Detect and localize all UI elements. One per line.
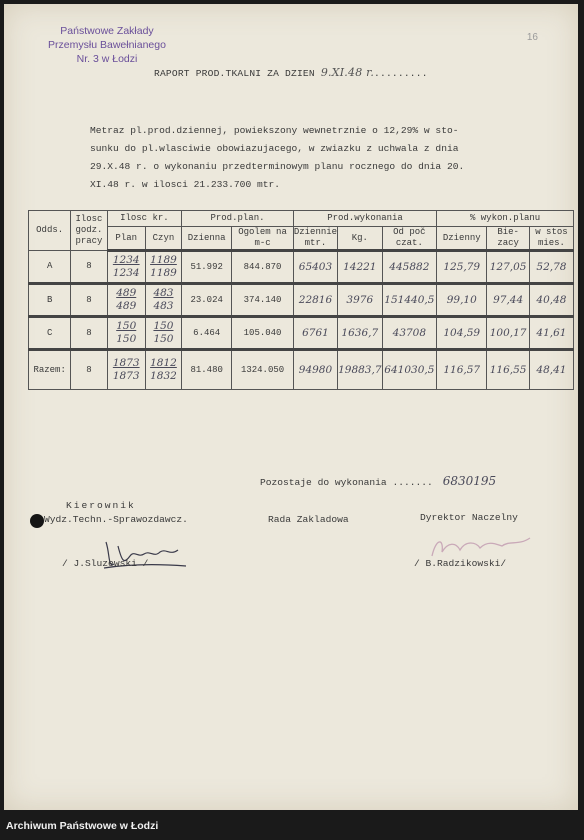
cell-monthly-pct: 48,41	[529, 350, 573, 390]
report-date: 9.XI.48 r.	[320, 66, 375, 79]
cell-odds: Razem:	[29, 350, 71, 390]
cell-daily-pct: 116,57	[437, 350, 487, 390]
sig-kierownik-title: Kierownik	[66, 500, 136, 511]
cell-plan	[107, 251, 145, 284]
cell-czyn-bottom: 1832	[150, 370, 177, 382]
header-czyn: Czyn	[145, 227, 181, 251]
cell-plan-top: 489	[116, 287, 137, 299]
table-row	[29, 317, 574, 350]
cell-kg: 1636,7	[338, 317, 382, 350]
cell-month-plan: 105.040	[232, 317, 294, 350]
cell-czyn-bottom: 483	[153, 300, 174, 312]
paragraph-line: Metraz pl.prod.dziennej, powiekszony wewnetrznie o 12,29% w sto-	[90, 125, 459, 136]
header-prod-exec: Prod.wykonania	[293, 211, 436, 227]
cell-daily-pct: 104,59	[437, 317, 487, 350]
table-row	[29, 284, 574, 317]
header-mtr	[293, 227, 337, 251]
header-mtr-unit: mtr.	[304, 238, 327, 248]
cell-plan	[107, 317, 145, 350]
cell-kg: 19883,7	[338, 350, 382, 390]
cell-hours: 8	[71, 284, 107, 317]
sig-kierownik-name: / J.Sluzewski /	[62, 558, 149, 569]
intro-paragraph	[90, 122, 570, 194]
sig-dyrektor-title: Dyrektor Naczelny	[420, 512, 518, 523]
cell-czyn	[145, 284, 181, 317]
cell-kg: 14221	[338, 251, 382, 284]
stamp-line-3: Nr. 3 w Łodzi	[76, 53, 138, 65]
cell-plan-top: 1234	[112, 254, 140, 266]
remaining-label: Pozostaje do wykonania	[260, 477, 387, 488]
cell-plan-bottom: 1234	[112, 267, 140, 279]
cell-plan-bottom: 1873	[112, 370, 140, 382]
archive-footer: Archiwum Państwowe w Łodzi	[0, 812, 584, 840]
remaining-line	[260, 474, 496, 488]
cell-from-start: 151440,5	[382, 284, 437, 317]
report-title-text: RAPORT PROD.TKALNI ZA DZIEN	[154, 68, 315, 79]
cell-monthly-pct: 52,78	[529, 251, 573, 284]
header-daily-pct: Dzienny	[437, 227, 487, 251]
institution-stamp	[32, 24, 182, 66]
cell-mtr: 65403	[293, 251, 337, 284]
header-from-start: Od poč czat.	[382, 227, 437, 251]
remaining-value: 6830195	[442, 474, 497, 488]
document-page	[4, 4, 578, 810]
cell-daily-plan: 51.992	[182, 251, 232, 284]
header-prod-plan: Prod.plan.	[182, 211, 294, 227]
cell-mtr: 22816	[293, 284, 337, 317]
cell-from-start: 445882	[382, 251, 437, 284]
cell-hours: 8	[71, 350, 107, 390]
header-monthly-pct: w stos mies.	[529, 227, 573, 251]
header-total-month: Ogolem na m-c	[232, 227, 294, 251]
cell-month-plan: 844.870	[232, 251, 294, 284]
cell-plan-bottom: 150	[116, 333, 137, 345]
cell-hours: 8	[71, 251, 107, 284]
punch-hole	[30, 514, 44, 528]
cell-current-pct: 100,17	[487, 317, 530, 350]
cell-czyn	[145, 350, 181, 390]
header-current-pct: Bie- zacy	[487, 227, 530, 251]
sig-kierownik-dept: Wydz.Techn.-Sprawozdawcz.	[44, 514, 188, 525]
header-odds: Odds.	[29, 211, 71, 251]
cell-plan-bottom: 489	[116, 300, 137, 312]
cell-monthly-pct: 41,61	[529, 317, 573, 350]
header-daily: Dzienna	[182, 227, 232, 251]
header-plan: Plan	[107, 227, 145, 251]
cell-daily-pct: 99,10	[437, 284, 487, 317]
cell-monthly-pct: 40,48	[529, 284, 573, 317]
cell-daily-plan: 6.464	[182, 317, 232, 350]
cell-plan	[107, 284, 145, 317]
cell-current-pct: 127,05	[487, 251, 530, 284]
cell-from-start: 43708	[382, 317, 437, 350]
cell-current-pct: 97,44	[487, 284, 530, 317]
header-kg: Kg.	[338, 227, 382, 251]
page-number: 16	[526, 32, 538, 43]
table-row	[29, 251, 574, 284]
remaining-dots: .......	[392, 477, 433, 488]
cell-czyn	[145, 317, 181, 350]
production-table	[28, 210, 574, 390]
cell-czyn-top: 483	[153, 287, 174, 299]
header-pct-exec: % wykon.planu	[437, 211, 574, 227]
sig-dyrektor-name: / B.Radzikowski/	[414, 558, 507, 569]
cell-czyn-top: 1812	[150, 357, 177, 369]
stamp-line-2: Przemysłu Bawełnianego	[48, 39, 166, 51]
cell-plan	[107, 350, 145, 390]
paragraph-line: 29.X.48 r. o wykonaniu przedterminowym planu rocznego do dnia 20.	[90, 161, 465, 172]
cell-plan-top: 1873	[112, 357, 140, 369]
cell-kg: 3976	[338, 284, 382, 317]
cell-odds: A	[29, 251, 71, 284]
header-dziennie: Dziennie	[293, 227, 338, 237]
cell-czyn-top: 150	[153, 320, 174, 332]
paragraph-line: XI.48 r. w ilosci 21.233.700 mtr.	[90, 179, 280, 190]
cell-czyn	[145, 251, 181, 284]
cell-daily-plan: 23.024	[182, 284, 232, 317]
cell-plan-top: 150	[116, 320, 137, 332]
report-title	[154, 66, 428, 79]
cell-mtr: 94980	[293, 350, 337, 390]
cell-czyn-bottom: 1189	[150, 267, 177, 279]
cell-odds: B	[29, 284, 71, 317]
sig-rada-title: Rada Zakladowa	[268, 514, 349, 525]
cell-mtr: 6761	[293, 317, 337, 350]
cell-month-plan: 374.140	[232, 284, 294, 317]
cell-from-start: 641030,5	[382, 350, 437, 390]
stamp-line-1: Państwowe Zakłady	[60, 25, 154, 37]
cell-czyn-top: 1189	[150, 254, 177, 266]
cell-daily-plan: 81.480	[182, 350, 232, 390]
paragraph-line: sunku do pl.wlasciwie obowiazujacego, w zwiazku z uchwala z dnia	[90, 143, 459, 154]
cell-hours: 8	[71, 317, 107, 350]
cell-czyn-bottom: 150	[153, 333, 174, 345]
cell-daily-pct: 125,79	[437, 251, 487, 284]
cell-odds: C	[29, 317, 71, 350]
report-title-dots: .........	[374, 68, 428, 79]
table-row-total	[29, 350, 574, 390]
cell-current-pct: 116,55	[487, 350, 530, 390]
cell-month-plan: 1324.050	[232, 350, 294, 390]
header-hours: Ilosc godz. pracy	[71, 211, 107, 251]
header-looms: Ilosc kr.	[107, 211, 181, 227]
